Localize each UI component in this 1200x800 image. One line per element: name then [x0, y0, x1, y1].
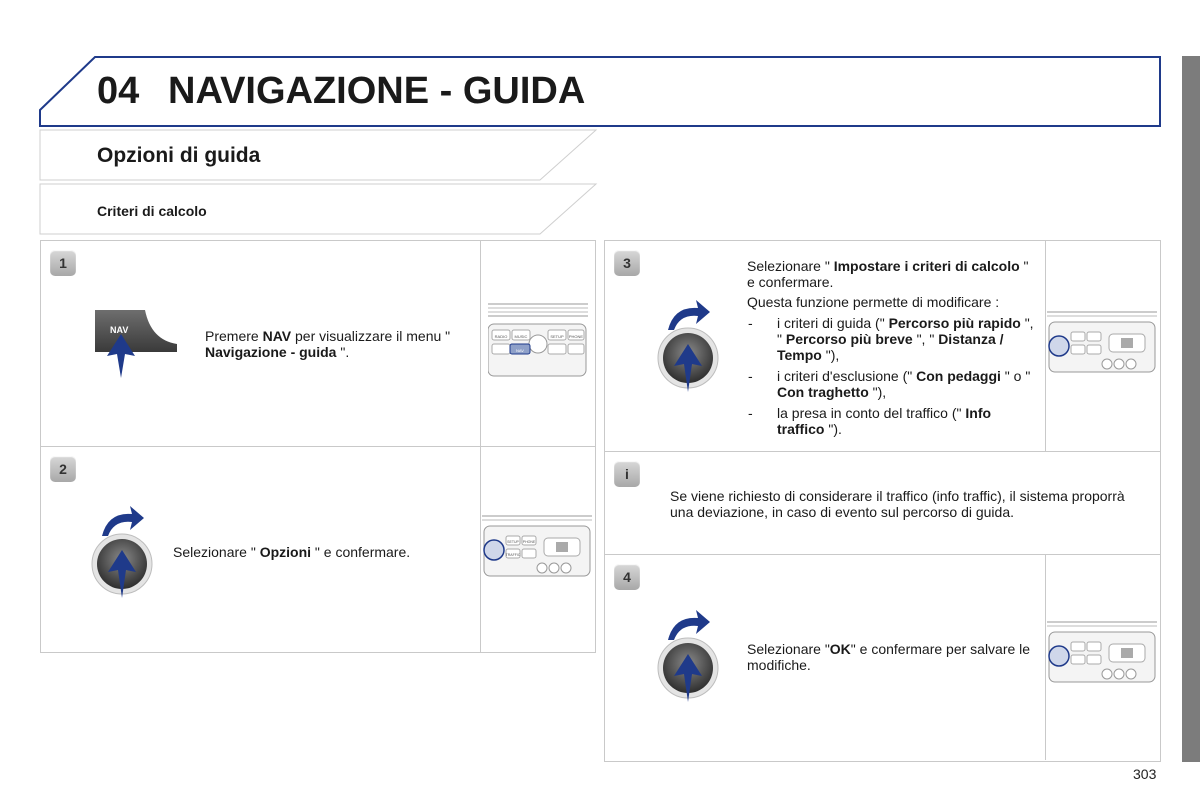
step-1-text: Premere NAV per visualizzare il menu " Navigazione - guida ".	[205, 328, 451, 360]
radio-faceplate-illustration	[1047, 620, 1157, 686]
phone-key-label: PHONE	[568, 334, 584, 339]
criteria-list	[747, 315, 1037, 442]
info-text: Se viene richiesto di considerare il traffico (info traffic), il sistema proporrà una deviazione, in caso di evento sul percorso di guida.	[670, 488, 1125, 520]
step-3-text: Selezionare " Impostare i criteri di calcolo " e confermare.	[747, 258, 1029, 290]
nav-key-small-label: NAV	[516, 348, 524, 353]
step-badge: 3	[614, 250, 640, 276]
step-badge: 4	[614, 564, 640, 590]
radio-key-label: RADIO	[494, 334, 508, 339]
chapter-number: 04	[97, 70, 140, 112]
radio-faceplate-illustration	[1047, 310, 1157, 376]
rotary-knob-icon	[656, 606, 726, 704]
step-badge: 2	[50, 456, 76, 482]
step-3-intro: Questa funzione permette di modificare :	[747, 294, 1000, 310]
nav-key-label: NAV	[110, 325, 129, 335]
setup-key-label: SETUP	[507, 540, 519, 544]
list-item: - la presa in conto del traffico (" Info traffico ").	[747, 405, 1037, 437]
section-title: Opzioni di guida	[97, 144, 261, 167]
step-4-text: Selezionare "OK" e confermare per salvare le modifiche.	[747, 641, 1031, 673]
panel-divider	[1045, 555, 1046, 760]
list-item: - i criteri di guida (" Percorso più rapido ", " Percorso più breve ", " Distanza / Tempo "),	[747, 315, 1037, 363]
step-2-text: Selezionare " Opzioni " e confermare.	[173, 544, 411, 560]
music-key-label: MUSIC	[514, 334, 528, 339]
phone-key-label: PHONE	[522, 540, 536, 544]
panel-divider	[480, 241, 481, 446]
traffic-key-label: TRAFFIC	[505, 553, 521, 557]
chapter-title: NAVIGAZIONE - GUIDA	[168, 70, 586, 112]
section-subtitle: Criteri di calcolo	[97, 203, 207, 219]
rotary-knob-icon	[90, 502, 160, 600]
step-badge: 1	[50, 250, 76, 276]
panel-divider	[480, 447, 481, 652]
page-number: 303	[1133, 766, 1157, 782]
press-arrow-icon	[106, 334, 136, 378]
panel-divider	[1045, 241, 1046, 451]
info-icon: i	[614, 461, 640, 487]
rotary-knob-icon	[656, 296, 726, 394]
setup-key-label: SETUP	[550, 334, 564, 339]
radio-faceplate-illustration	[488, 300, 588, 380]
list-item: - i criteri d'esclusione (" Con pedaggi " o " Con traghetto "),	[747, 368, 1037, 400]
radio-faceplate-illustration	[482, 514, 592, 580]
